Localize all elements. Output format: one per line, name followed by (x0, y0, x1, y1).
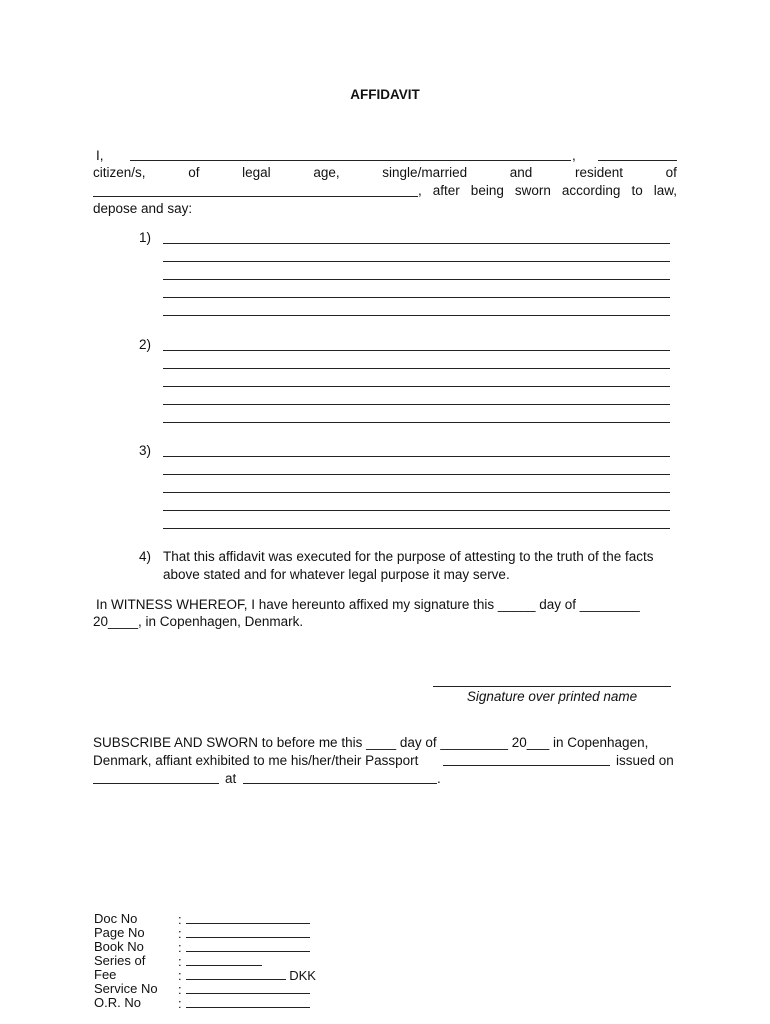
sworn-line-1: SUBSCRIBE AND SWORN to before me this ____ day of _________ 20___ in Copenhagen, (93, 735, 649, 750)
witness-line-1: In WITNESS WHEREOF, I have hereunto affixed my signature this _____ day of ________ (96, 597, 640, 612)
item-2-line[interactable] (163, 368, 670, 369)
notary-label-fee: Fee (94, 967, 117, 982)
item-3-line[interactable] (163, 474, 670, 475)
notary-label-book-no: Book No (94, 939, 144, 954)
item-4-text-line-1: That this affidavit was executed for the purpose of attesting to the truth of the facts (163, 549, 654, 564)
intro-i: I, (96, 148, 104, 163)
intro-word: of (188, 165, 200, 180)
item-number: 3) (139, 443, 152, 458)
item-2-line[interactable] (163, 404, 670, 405)
notary-label-series: Series of (94, 953, 146, 968)
item-2-line[interactable] (163, 350, 670, 351)
notary-label-or-no: O.R. No (94, 995, 141, 1010)
intro-word: citizen/s, (93, 165, 146, 180)
item-3-line[interactable] (163, 528, 670, 529)
item-4-text-line-2: above stated and for whatever legal purpose it may serve. (163, 567, 510, 582)
item-3-line[interactable] (163, 492, 670, 493)
notary-field-doc-no[interactable]: : (178, 912, 310, 927)
signature-line[interactable] (433, 686, 671, 687)
intro-comma: , (572, 148, 576, 163)
notary-field-book-no[interactable]: : (178, 940, 310, 955)
document-title: AFFIDAVIT (350, 87, 420, 102)
notary-field-page-no[interactable]: : (178, 926, 310, 941)
item-number: 2) (139, 337, 152, 352)
sworn-period: . (437, 771, 441, 786)
item-number: 4) (139, 549, 152, 564)
intro-word: legal (242, 165, 271, 180)
notary-label-page-no: Page No (94, 925, 145, 940)
notary-field-service-no[interactable]: : (178, 982, 310, 997)
notary-label-doc-no: Doc No (94, 911, 138, 926)
item-2-line[interactable] (163, 422, 670, 423)
affiant-name-field[interactable] (130, 160, 571, 161)
residence-field[interactable] (93, 196, 418, 197)
item-number: 1) (139, 230, 152, 245)
sworn-line-2a: Denmark, affiant exhibited to me his/her/their Passport (93, 753, 419, 768)
witness-line-2: 20____, in Copenhagen, Denmark. (93, 614, 304, 629)
intro-line-2 (93, 165, 677, 180)
intro-word: and (509, 165, 533, 180)
citizenship-field[interactable] (598, 160, 677, 161)
item-3-line[interactable] (163, 510, 670, 511)
item-1-line[interactable] (163, 297, 670, 298)
sworn-line-2b: issued on (616, 753, 674, 768)
item-3-line[interactable] (163, 456, 670, 457)
intro-line-4: depose and say: (93, 201, 193, 216)
item-1-line[interactable] (163, 243, 670, 244)
notary-label-service-no: Service No (94, 981, 158, 996)
fee-currency: DKK (289, 968, 316, 983)
item-2-line[interactable] (163, 386, 670, 387)
item-1-line[interactable] (163, 315, 670, 316)
passport-issue-place-field[interactable] (243, 783, 437, 784)
item-1-line[interactable] (163, 279, 670, 280)
intro-word: of (665, 165, 677, 180)
notary-field-series[interactable]: : (178, 954, 262, 969)
notary-field-fee[interactable]: : DKK (178, 968, 316, 983)
sworn-at: at (225, 771, 237, 786)
intro-word: resident (574, 165, 623, 180)
intro-line-3: , after being sworn according to law, (418, 183, 677, 198)
passport-issue-date-field[interactable] (93, 783, 219, 784)
passport-number-field[interactable] (443, 765, 610, 766)
item-1-line[interactable] (163, 261, 670, 262)
intro-word: age, (313, 165, 340, 180)
intro-word: single/married (382, 165, 468, 180)
notary-field-or-no[interactable]: : (178, 996, 310, 1011)
signature-caption: Signature over printed name (466, 689, 638, 704)
